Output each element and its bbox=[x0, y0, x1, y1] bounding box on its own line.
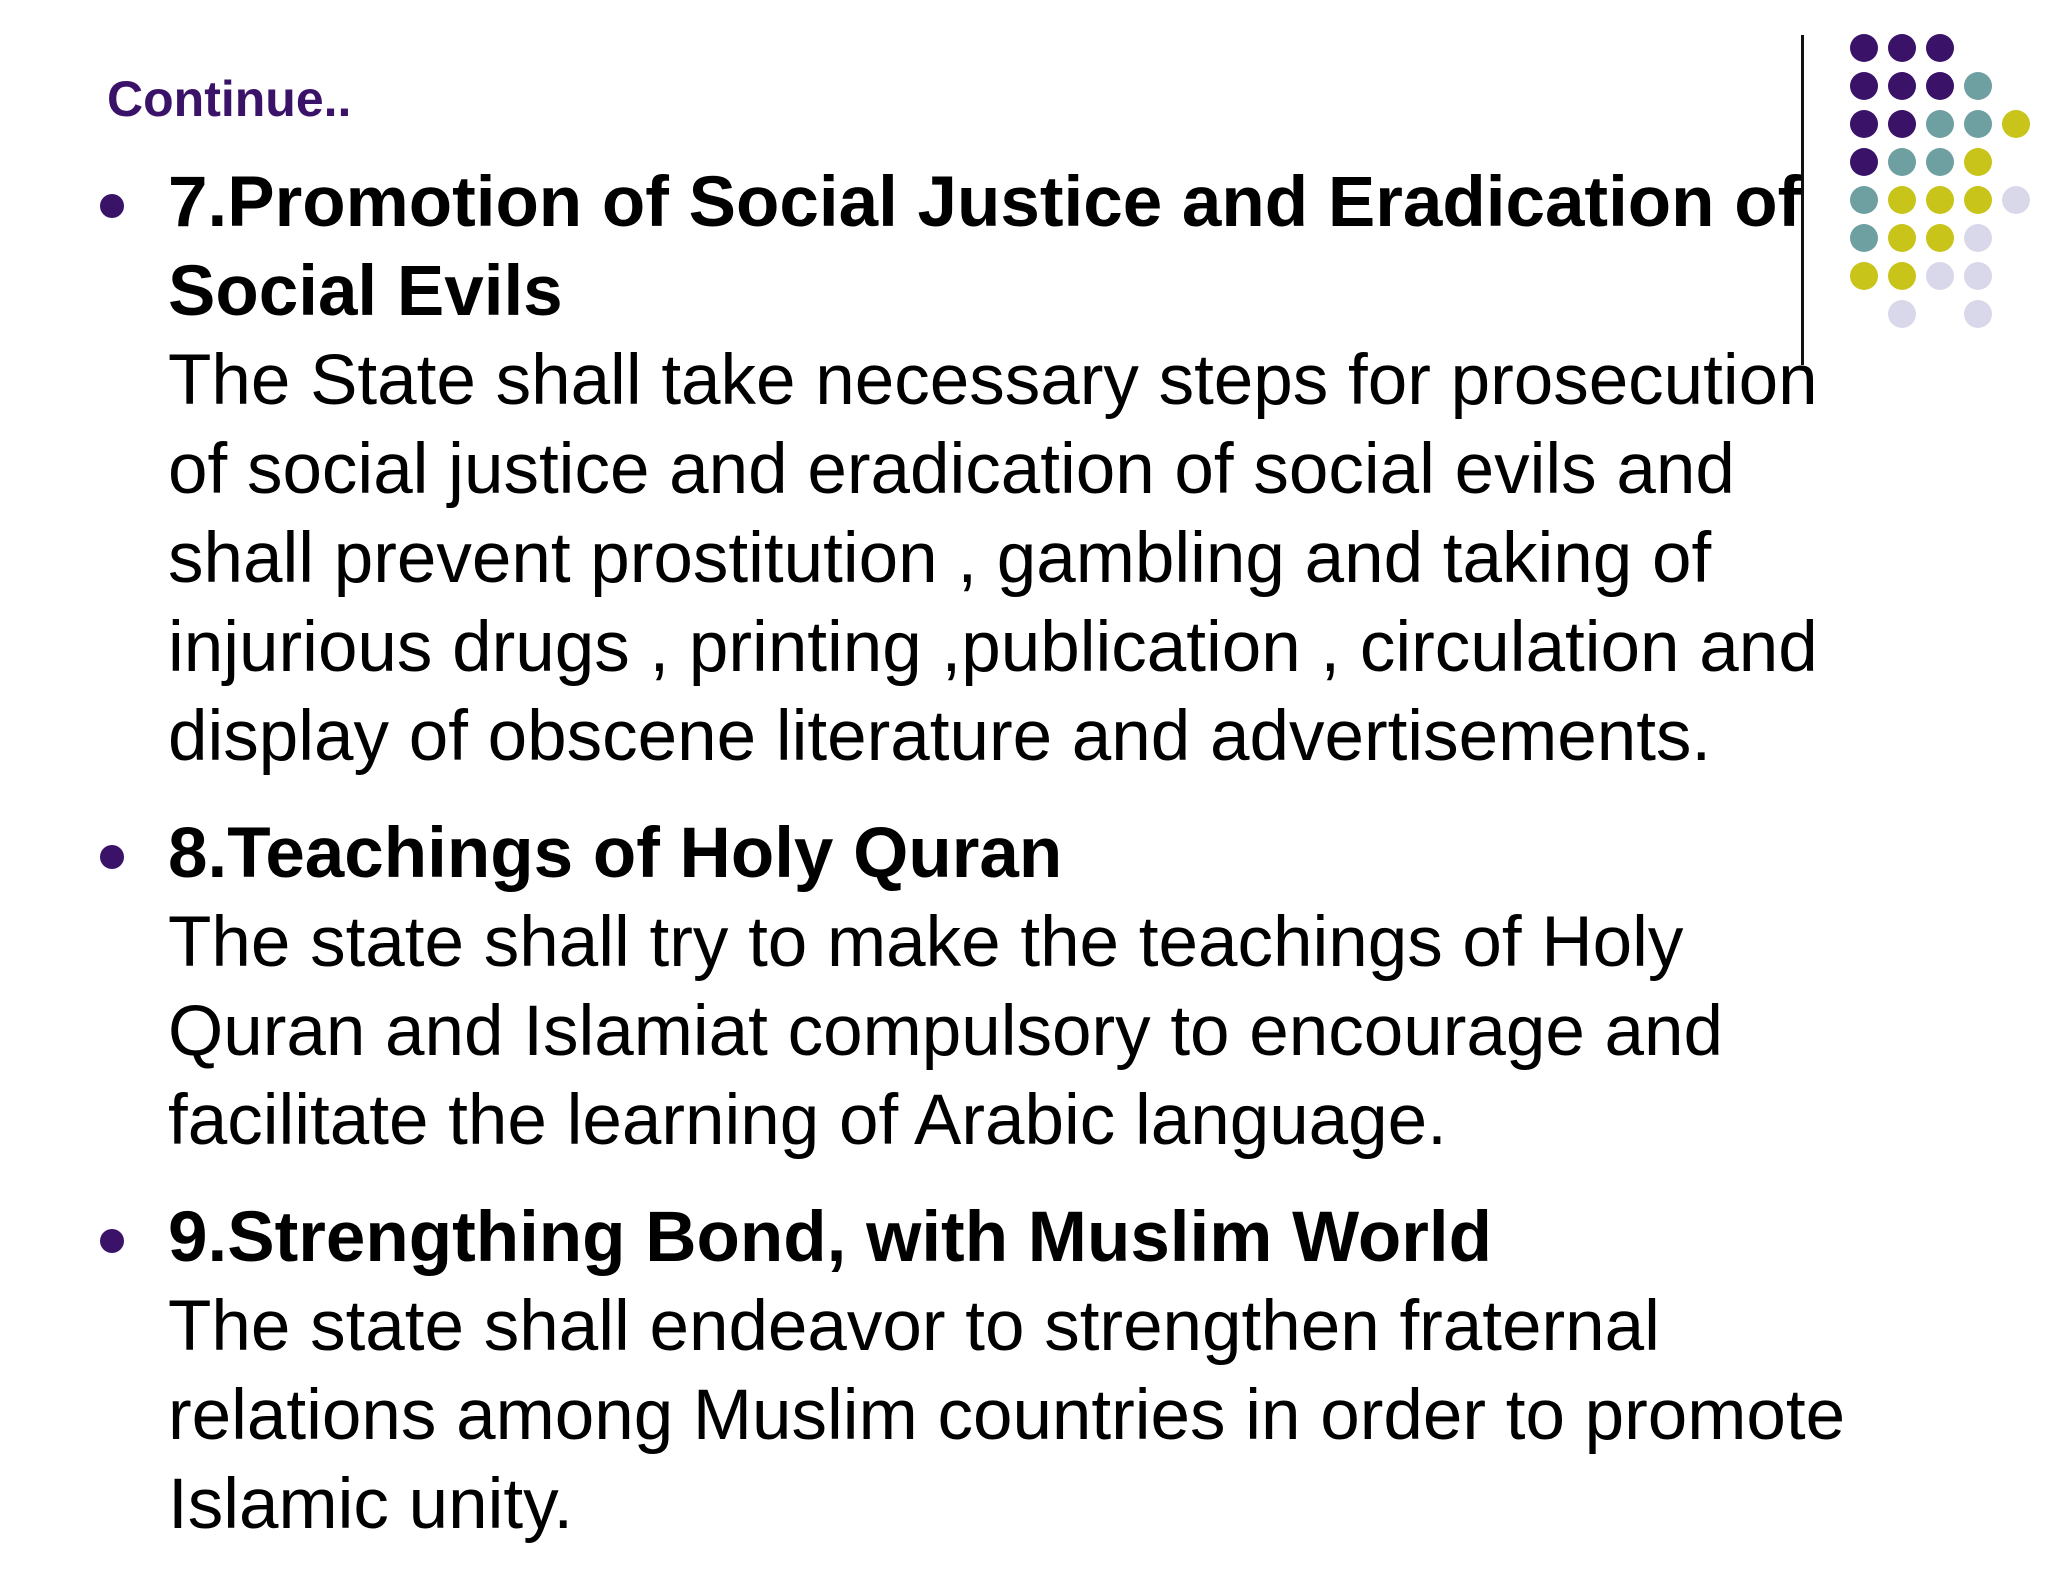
decorative-dot bbox=[1926, 34, 1954, 62]
bullet-body-line: facilitate the learning of Arabic language. bbox=[168, 1081, 1447, 1160]
decorative-dot bbox=[2002, 186, 2030, 214]
bullet-body-line: injurious drugs , printing ,publication , circulation and bbox=[168, 608, 1818, 687]
bullet-marker bbox=[100, 1229, 124, 1253]
bullet-body-line: display of obscene literature and advertisements. bbox=[168, 697, 1712, 776]
decorative-dot bbox=[1964, 148, 1992, 176]
bullet-title-line: 8.Teachings of Holy Quran bbox=[168, 814, 1063, 893]
bullet-body-line: relations among Muslim countries in order to promote bbox=[168, 1376, 1846, 1455]
bullet-title-line: Social Evils bbox=[168, 252, 563, 331]
decorative-dot bbox=[1926, 72, 1954, 100]
decorative-dot bbox=[2002, 110, 2030, 138]
decorative-dot bbox=[1888, 110, 1916, 138]
bullet-item-9 bbox=[168, 1193, 1968, 1549]
bullet-marker bbox=[100, 845, 124, 869]
decorative-dot bbox=[1964, 72, 1992, 100]
bullet-item-7 bbox=[168, 158, 1968, 781]
bullet-title-line: 9.Strengthing Bond, with Muslim World bbox=[168, 1198, 1492, 1277]
bullet-body-line: of social justice and eradication of social evils and bbox=[168, 430, 1735, 509]
bullet-body-line: The state shall try to make the teachings of Holy bbox=[168, 903, 1684, 982]
decorative-dot bbox=[1964, 224, 1992, 252]
decorative-dot bbox=[1850, 72, 1878, 100]
bullet-list bbox=[168, 158, 1968, 1577]
decorative-dot bbox=[1926, 110, 1954, 138]
decorative-dot bbox=[1964, 110, 1992, 138]
decorative-dot bbox=[1964, 186, 1992, 214]
bullet-body-line: Quran and Islamiat compulsory to encourage and bbox=[168, 992, 1723, 1071]
continue-label: Continue.. bbox=[107, 71, 352, 127]
decorative-dot bbox=[1850, 34, 1878, 62]
decorative-dot bbox=[1850, 110, 1878, 138]
decorative-dot bbox=[1888, 72, 1916, 100]
bullet-marker bbox=[100, 194, 124, 218]
bullet-body-line: The State shall take necessary steps for prosecution bbox=[168, 341, 1818, 420]
bullet-item-8 bbox=[168, 809, 1968, 1165]
bullet-body-line: Islamic unity. bbox=[168, 1465, 574, 1544]
bullet-title-line: 7.Promotion of Social Justice and Eradication of bbox=[168, 163, 1802, 242]
bullet-body-line: The state shall endeavor to strengthen fraternal bbox=[168, 1287, 1660, 1366]
bullet-body-line: shall prevent prostitution , gambling and taking of bbox=[168, 519, 1712, 598]
decorative-dot bbox=[1888, 34, 1916, 62]
decorative-dot bbox=[1964, 300, 1992, 328]
decorative-dot bbox=[1964, 262, 1992, 290]
